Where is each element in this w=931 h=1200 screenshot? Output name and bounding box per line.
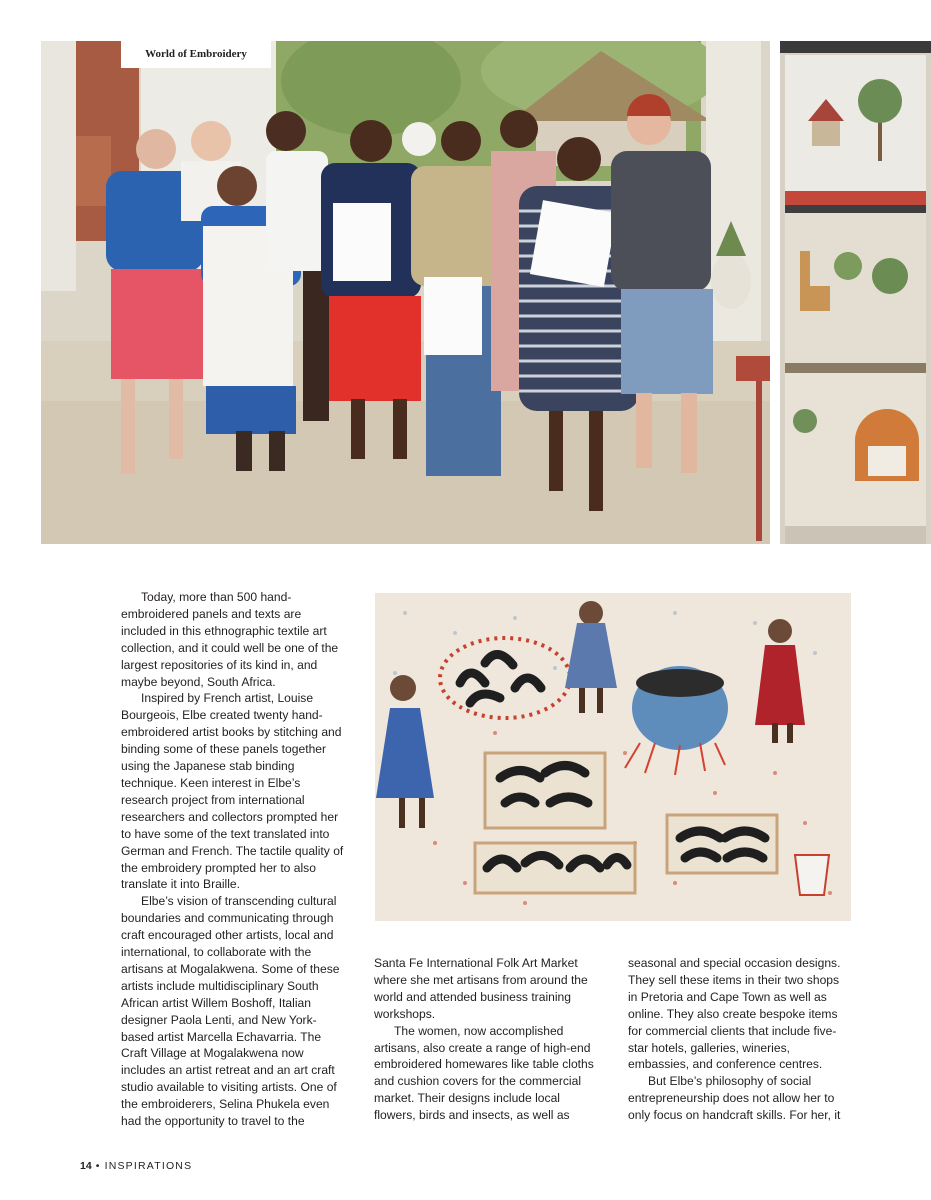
article-paragraph: Today, more than 500 hand-embroidered panels and texts are included in this ethnographic textile art collection, and it could well be one of the largest repositories of its kind in, and maybe beyond, South Africa. (121, 590, 339, 689)
embroidered-panel-illustration (780, 41, 931, 544)
footer-separator: • (95, 1160, 101, 1172)
article-column-left (121, 589, 345, 1130)
magazine-name: INSPIRATIONS (104, 1160, 193, 1172)
article-paragraph: The women, now accomplished artisans, also create a range of high-end embroidered homewares like table cloths and cushion covers for the commercial market. Their designs include local flowers, birds and insects, as well as (374, 1023, 594, 1123)
article-column-middle (374, 955, 602, 1124)
embroidery-artwork-photo (375, 593, 851, 921)
article-paragraph: Elbe’s vision of transcending cultural boundaries and communicating through craft encouraged other artists, local and international, to collaborate with the artisans at Mogalakwena. Some of these artists include multidisciplinary South African artist Willem Boshoff, Italian designer Paola Lenti, and New York-based artist Marcella Echavarria. The Craft Village at Mogalakwena now includes an artist retreat and an art craft studio available to visiting artists. One of the embroiderers, Selina Phukela even had the opportunity to travel to the (121, 894, 340, 1129)
page-number: 14 (80, 1160, 92, 1172)
section-label: World of Embroidery (121, 41, 271, 68)
article-paragraph: Santa Fe International Folk Art Market where she met artisans from around the world and attended business training workshops. (374, 956, 588, 1021)
group-photo-illustration (41, 41, 770, 544)
page-footer (80, 1160, 192, 1172)
article-column-right (628, 955, 844, 1124)
embroidered-panel-photo (780, 41, 931, 544)
article-paragraph: seasonal and special occasion designs. They sell these items in their two shops in Pretoria and Cape Town as well as online. They also create bespoke items for commercial clients that include five-star hotels, galleries, wineries, embassies, and conference centres. (628, 956, 841, 1072)
article-paragraph: Inspired by French artist, Louise Bourgeois, Elbe created twenty hand-embroidered artist books by stitching and binding some of these panels together using the Japanese stab binding technique. Keen interest in Elbe’s research project from international researchers and collectors prompted her to have some of the text translated into German and French. The tactile quality of the embroidery prompted her to also translate it into Braille. (121, 691, 344, 892)
group-photo (41, 41, 770, 544)
article-paragraph: But Elbe’s philosophy of social entrepreneurship does not allow her to only focus on handcraft skills. For her, it (628, 1074, 841, 1123)
embroidery-artwork-illustration (375, 593, 851, 921)
